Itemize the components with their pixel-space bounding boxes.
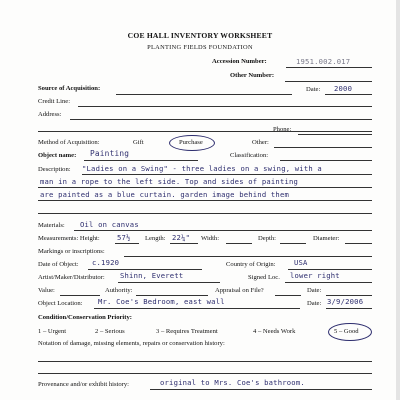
date-of-object-line [88, 269, 202, 270]
country-line [288, 269, 372, 270]
method-purchase: Purchase [179, 139, 203, 146]
width-line [226, 243, 252, 244]
phone-label: Phone: [273, 126, 292, 133]
country-value: USA [294, 258, 308, 267]
depth-label: Depth: [258, 235, 276, 242]
object-location-line [94, 308, 300, 309]
measurements-height-label: Measurements: Height: [38, 235, 100, 242]
value-line [60, 295, 100, 296]
date-of-object-label: Date of Object: [38, 261, 79, 268]
authority-line [136, 295, 208, 296]
description-line-3: are painted as a blue curtain. garden image behind them [40, 190, 289, 199]
appraisal-label: Appraisal on File? [215, 287, 264, 294]
appraisal-line [275, 295, 301, 296]
height-value: 57½ [117, 233, 131, 242]
notation-label: Notation of damage, missing elements, repairs or conservation history: [38, 340, 225, 347]
source-date-label: Date: [306, 86, 321, 93]
appraisal-date-label: Date: [307, 287, 322, 294]
object-location-value: Mr. Coe's Bedroom, east wall [98, 297, 225, 306]
notation-line-2 [38, 373, 372, 374]
authority-label: Authority: [105, 287, 133, 294]
date-of-object-value: c.1920 [92, 258, 120, 267]
signed-loc-line [285, 282, 372, 283]
materials-line [74, 230, 372, 231]
depth-line [280, 243, 306, 244]
worksheet-subtitle: PLANTING FIELDS FOUNDATION [147, 44, 253, 51]
diameter-label: Diameter: [313, 235, 340, 242]
length-label: Length: [145, 235, 166, 242]
description-line-2: man in a rope to the left side. Top and sides of painting [40, 177, 299, 186]
credit-line-label: Credit Line: [38, 98, 71, 105]
source-line [116, 94, 292, 95]
provenance-value: original to Mrs. Coe's bathroom. [160, 378, 305, 387]
object-location-label: Object Location: [38, 300, 83, 307]
country-label: Country of Origin: [226, 261, 276, 268]
signed-loc-value: lower right [290, 271, 340, 280]
accession-label: Accession Number: [212, 58, 267, 65]
value-label: Value: [38, 287, 55, 294]
object-name-label: Object name: [38, 152, 77, 159]
source-date-line [325, 94, 372, 95]
description-rule-3 [38, 200, 372, 201]
priority-needs-work: 4 – Needs Work [253, 328, 296, 335]
credit-line-line [78, 106, 372, 107]
location-date-line [326, 308, 372, 309]
priority-requires-treatment: 3 – Requires Treatment [156, 328, 218, 335]
accession-value: 1951.002.017 [296, 57, 351, 66]
description-rule-1 [82, 174, 372, 175]
other-number-label: Other Number: [230, 72, 275, 79]
priority-urgent: 1 – Urgent [38, 328, 67, 335]
provenance-label: Provenance and/or exhibit history: [38, 381, 130, 388]
phone-line [298, 134, 372, 135]
scan-edge-shadow [396, 0, 400, 400]
description-rule-2 [38, 187, 372, 188]
source-date-value: 2000 [334, 84, 353, 93]
length-value: 22¼" [172, 233, 191, 242]
condition-label: Condition/Conservation Priority: [38, 314, 132, 321]
diameter-line [345, 243, 372, 244]
other-number-line [285, 81, 372, 82]
classification-line [280, 160, 372, 161]
address-line-1 [70, 119, 372, 120]
markings-line [124, 256, 372, 257]
address-label: Address: [38, 111, 62, 118]
accession-line [286, 67, 372, 68]
artist-line [118, 282, 220, 283]
source-label: Source of Acquisition: [38, 85, 101, 92]
method-other-line [274, 147, 372, 148]
description-rule-4 [38, 213, 372, 214]
object-name-line [84, 160, 198, 161]
appraisal-date-line [326, 295, 372, 296]
object-name-value: Painting [90, 149, 130, 158]
artist-label: Artist/Maker/Distributor: [38, 274, 105, 281]
description-label: Description: [38, 166, 71, 173]
address-line-2 [38, 131, 372, 132]
height-line [115, 243, 139, 244]
materials-value: Oil on canvas [80, 220, 139, 229]
provenance-line [150, 389, 372, 390]
priority-serious: 2 – Serious [95, 328, 125, 335]
artist-value: Shinn, Everett [120, 271, 184, 280]
description-line-1: "Ladies on a Swing" - three ladies on a swing, with a [82, 164, 322, 173]
method-label: Method of Acquisition: [38, 139, 100, 146]
method-gift: Gift [133, 139, 144, 146]
width-label: Width: [201, 235, 220, 242]
location-date-value: 3/9/2006 [327, 297, 364, 306]
worksheet-title: COE HALL INVENTORY WORKSHEET [127, 31, 273, 40]
materials-label: Materials: [38, 222, 65, 229]
notation-line-1 [38, 361, 372, 362]
signed-loc-label: Signed Loc. [248, 274, 280, 281]
markings-label: Markings or inscriptions: [38, 248, 105, 255]
location-date-label: Date: [307, 300, 322, 307]
classification-label: Classification: [230, 152, 269, 159]
length-line [170, 243, 198, 244]
method-other-label: Other: [252, 139, 269, 146]
priority-good: 5 – Good [334, 328, 359, 335]
